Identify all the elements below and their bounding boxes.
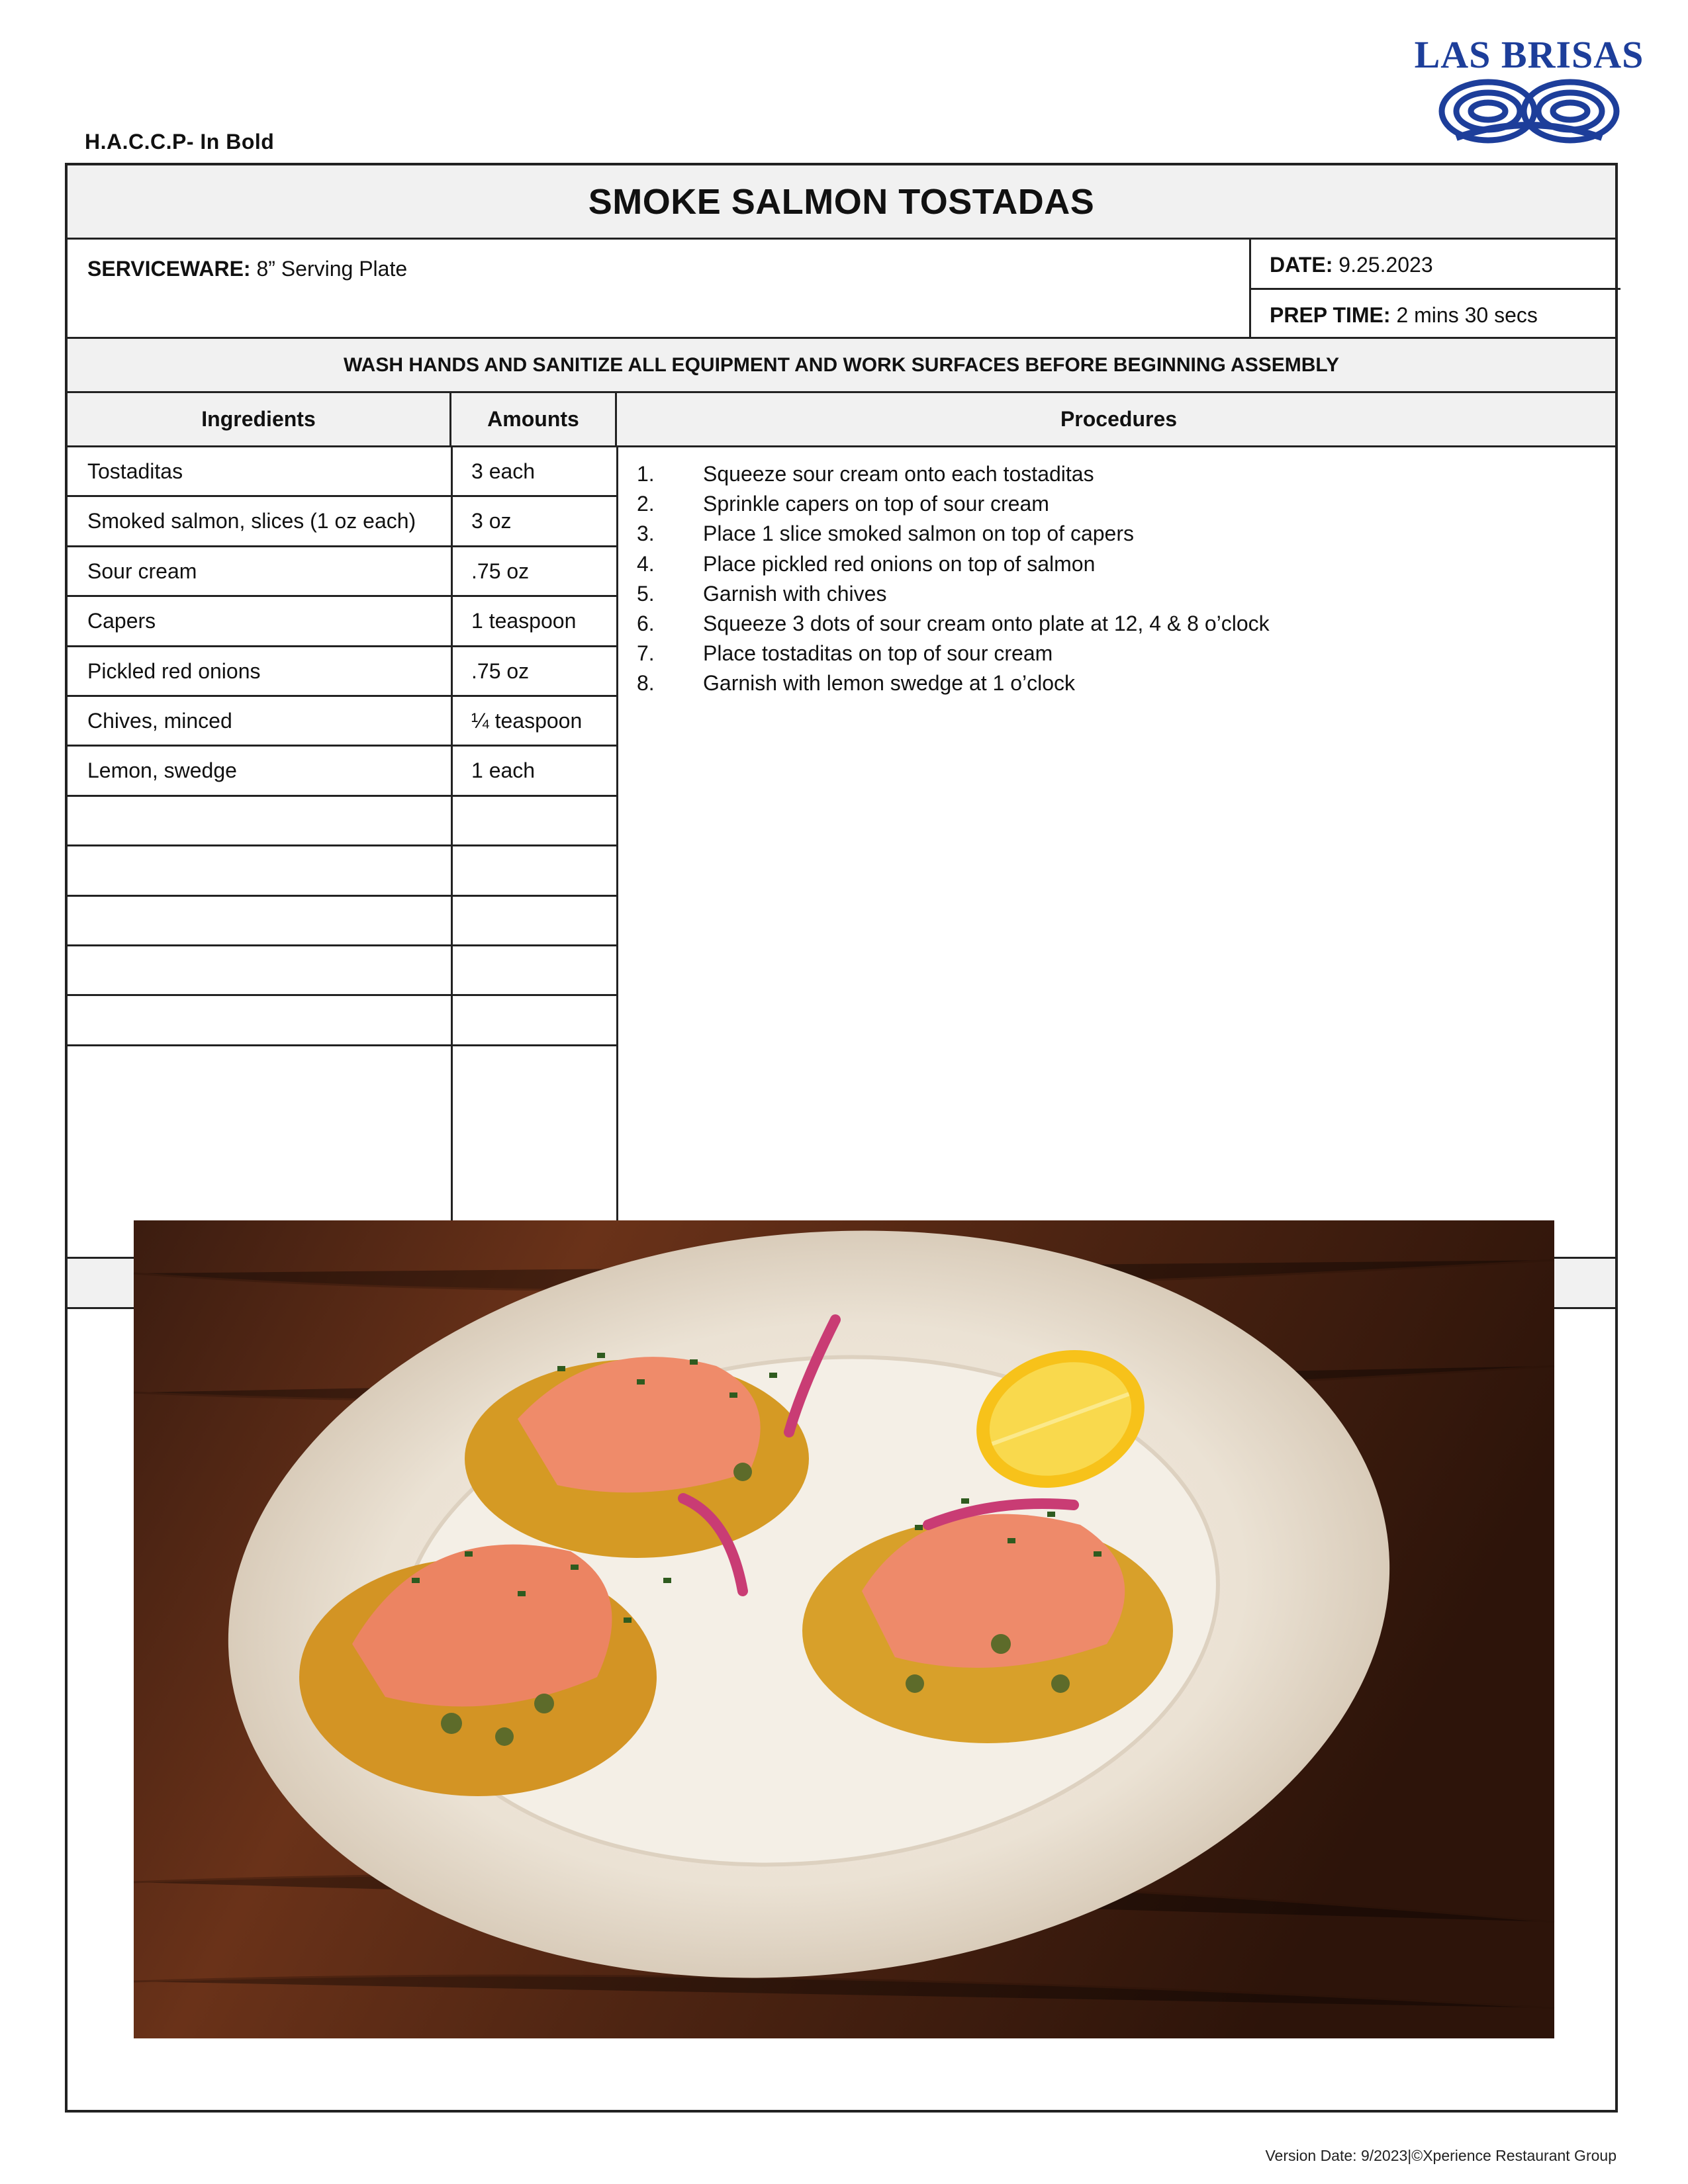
- step-number: 3.: [637, 522, 655, 546]
- serviceware-row: [68, 240, 1615, 339]
- ingredient-row: [68, 647, 617, 697]
- procedure-step: [637, 609, 1270, 639]
- step-number: 4.: [637, 551, 655, 576]
- svg-text:LAS BRISAS: LAS BRISAS: [1414, 33, 1644, 76]
- ingredient-name: Tostaditas: [87, 459, 183, 483]
- ingredient-row: [68, 697, 617, 747]
- step-number: 5.: [637, 581, 655, 606]
- ingredient-row: [68, 846, 617, 896]
- ingredient-amount: 1 each: [471, 758, 536, 783]
- haccp-note: H.A.C.C.P- In Bold: [85, 130, 275, 154]
- step-text: Sprinkle capers on top of sour cream: [703, 492, 1049, 516]
- ingredient-row: [68, 946, 617, 996]
- date-value: 9.25.2023: [1333, 253, 1433, 277]
- ingredient-name: Smoked salmon, slices (1 oz each): [87, 509, 416, 533]
- step-text: Place pickled red onions on top of salmon: [703, 551, 1096, 576]
- ingredient-name: Sour cream: [87, 559, 197, 583]
- procedure-step: [637, 489, 1270, 519]
- step-text: Squeeze 3 dots of sour cream onto plate at 12, 4 & 8 o’clock: [703, 612, 1270, 636]
- step-text: Place tostaditas on top of sour cream: [703, 641, 1053, 666]
- step-number: 2.: [637, 492, 655, 516]
- step-number: 8.: [637, 671, 655, 696]
- ingredient-row: [68, 897, 617, 946]
- table-header-row: [68, 393, 1615, 447]
- procedure-list: [637, 459, 1270, 699]
- procedure-step: [637, 459, 1270, 489]
- serviceware-cell: [68, 240, 1251, 337]
- ingredient-amount: .75 oz: [471, 659, 530, 683]
- recipe-card: [65, 163, 1618, 2113]
- date-label: DATE:: [1270, 253, 1333, 277]
- ingredient-row: [68, 996, 617, 1046]
- ingredient-row: [68, 797, 617, 846]
- ingredient-name: Capers: [87, 609, 156, 633]
- ingredient-row: [68, 547, 617, 597]
- wash-notice: WASH HANDS AND SANITIZE ALL EQUIPMENT AND WORK SURFACES BEFORE BEGINNING ASSEMBLY: [68, 339, 1615, 393]
- recipe-table: [68, 447, 1615, 1259]
- step-text: Garnish with chives: [703, 581, 887, 606]
- step-number: 1.: [637, 462, 655, 486]
- step-number: 7.: [637, 641, 655, 666]
- ingredient-row: [68, 1046, 617, 1096]
- step-text: Garnish with lemon swedge at 1 o’clock: [703, 671, 1076, 696]
- step-text: Place 1 slice smoked salmon on top of capers: [703, 522, 1134, 546]
- ingredient-amount: 3 each: [471, 459, 536, 483]
- las-brisas-logo: [1414, 26, 1644, 146]
- ingredient-amount: 3 oz: [471, 509, 512, 533]
- step-number: 6.: [637, 612, 655, 636]
- ingredient-row: [68, 497, 617, 547]
- ingredient-row: [68, 447, 617, 497]
- prep-time-label: PREP TIME:: [1270, 303, 1391, 327]
- ingredient-name: Pickled red onions: [87, 659, 261, 683]
- dish-illustration: [134, 1220, 1554, 2038]
- ingredient-amount: .75 oz: [471, 559, 530, 583]
- ingredient-row: [68, 747, 617, 796]
- serviceware-label: SERVICEWARE:: [87, 257, 251, 281]
- ingredient-amount: ¼ teaspoon: [471, 709, 583, 733]
- prep-time-cell: [1251, 290, 1620, 339]
- prep-time-value: 2 mins 30 secs: [1390, 303, 1538, 327]
- ingredient-name: Chives, minced: [87, 709, 232, 733]
- date-cell: [1251, 240, 1620, 290]
- serviceware-value: 8” Serving Plate: [250, 257, 408, 281]
- version-footer: Version Date: 9/2023|©Xperience Restaurant Group: [1265, 2147, 1617, 2164]
- procedure-step: [637, 549, 1270, 579]
- procedure-step: [637, 639, 1270, 668]
- ingredient-amount: 1 teaspoon: [471, 609, 577, 633]
- recipe-title: SMOKE SALMON TOSTADAS: [68, 165, 1615, 240]
- dish-photo: [134, 1220, 1554, 2038]
- ingredient-row: [68, 597, 617, 647]
- procedure-step: [637, 579, 1270, 609]
- procedures-header: Procedures: [1060, 407, 1178, 431]
- amounts-header: Amounts: [451, 393, 617, 445]
- ingredient-name: Lemon, swedge: [87, 758, 237, 783]
- procedure-step: [637, 668, 1270, 698]
- procedure-step: [637, 519, 1270, 549]
- ingredients-header: Ingredients: [68, 393, 451, 445]
- step-text: Squeeze sour cream onto each tostaditas: [703, 462, 1094, 486]
